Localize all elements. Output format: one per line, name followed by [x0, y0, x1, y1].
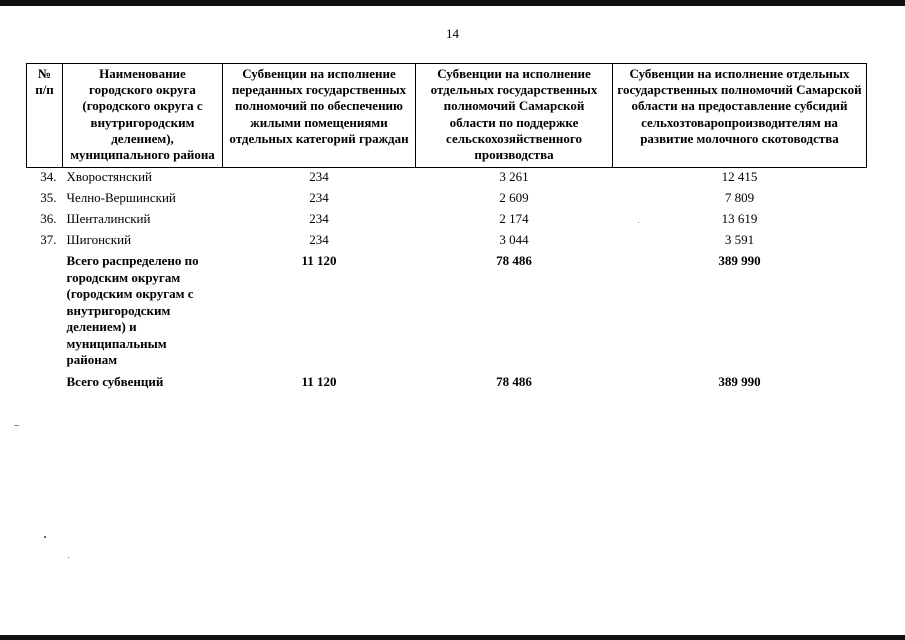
row-municipality: Челно-Вершинский	[66, 190, 176, 206]
total-subventions-label: Всего субвенций	[66, 373, 164, 389]
scan-speck	[68, 557, 69, 558]
row-housing-value: 234	[309, 190, 329, 206]
top-border-rule	[0, 0, 905, 6]
total-distributed-row	[27, 252, 867, 373]
row-agriculture-value: 2 609	[499, 190, 529, 206]
row-agriculture-value: 2 174	[499, 211, 529, 227]
table-row	[27, 168, 867, 190]
row-dairy-value: 7 809	[724, 190, 755, 206]
total-distributed-housing: 11 120	[301, 253, 337, 269]
scan-speck	[14, 425, 19, 426]
header-number: № п/п	[27, 64, 63, 168]
row-dairy-value: 3 591	[724, 232, 755, 248]
row-municipality: Шенталинский	[66, 211, 151, 227]
row-municipality: Шигонский	[66, 232, 132, 248]
row-agriculture-value: 3 261	[499, 169, 529, 185]
row-dairy-value: 13 619	[721, 211, 758, 227]
row-housing-value: 234	[309, 211, 329, 227]
row-number: 37.	[40, 232, 57, 248]
scan-speck	[638, 222, 639, 223]
header-municipality: Наименование городского округа (городского округа с внутригородским делением), муниципального района	[63, 64, 223, 168]
scan-speck	[44, 536, 46, 538]
header-housing-subvention: Субвенции на исполнение переданных государственных полномочий по обеспечению жилыми помещениями отдельных категорий граждан	[223, 64, 416, 168]
row-number: 35.	[40, 190, 57, 206]
header-dairy-subvention: Субвенции на исполнение отдельных государственных полномочий Самарской области на предоставление субсидий сельхозтоваропроизводителям на развитие молочного скотоводства	[613, 64, 867, 168]
total-subventions-dairy: 389 990	[718, 373, 761, 389]
row-housing-value: 234	[309, 232, 329, 248]
row-housing-value: 234	[309, 169, 329, 185]
bottom-border-rule	[0, 635, 905, 640]
table-row	[27, 210, 867, 231]
row-number-empty	[27, 252, 63, 373]
subventions-table	[26, 63, 867, 394]
total-subventions-row	[27, 373, 867, 395]
page-number: 14	[446, 26, 459, 41]
total-subventions-housing: 11 120	[301, 373, 337, 389]
row-dairy-value: 12 415	[721, 169, 758, 185]
row-number-empty	[27, 373, 63, 395]
total-subventions-agriculture: 78 486	[496, 373, 532, 389]
row-number: 36.	[40, 211, 57, 227]
table-header-row	[27, 64, 867, 168]
row-agriculture-value: 3 044	[499, 232, 529, 248]
total-distributed-dairy: 389 990	[718, 253, 761, 269]
row-number: 34.	[40, 169, 57, 185]
table-row	[27, 231, 867, 252]
total-distributed-label: Всего распределено по городским округам (городским округам с внутригородским делением) и муниципальным районам	[66, 253, 199, 368]
row-municipality: Хворостянский	[66, 169, 152, 185]
table-row	[27, 189, 867, 210]
total-distributed-agriculture: 78 486	[496, 253, 532, 269]
header-agriculture-subvention: Субвенции на исполнение отдельных государственных полномочий Самарской области по поддержке сельскохозяйственного производства	[416, 64, 613, 168]
